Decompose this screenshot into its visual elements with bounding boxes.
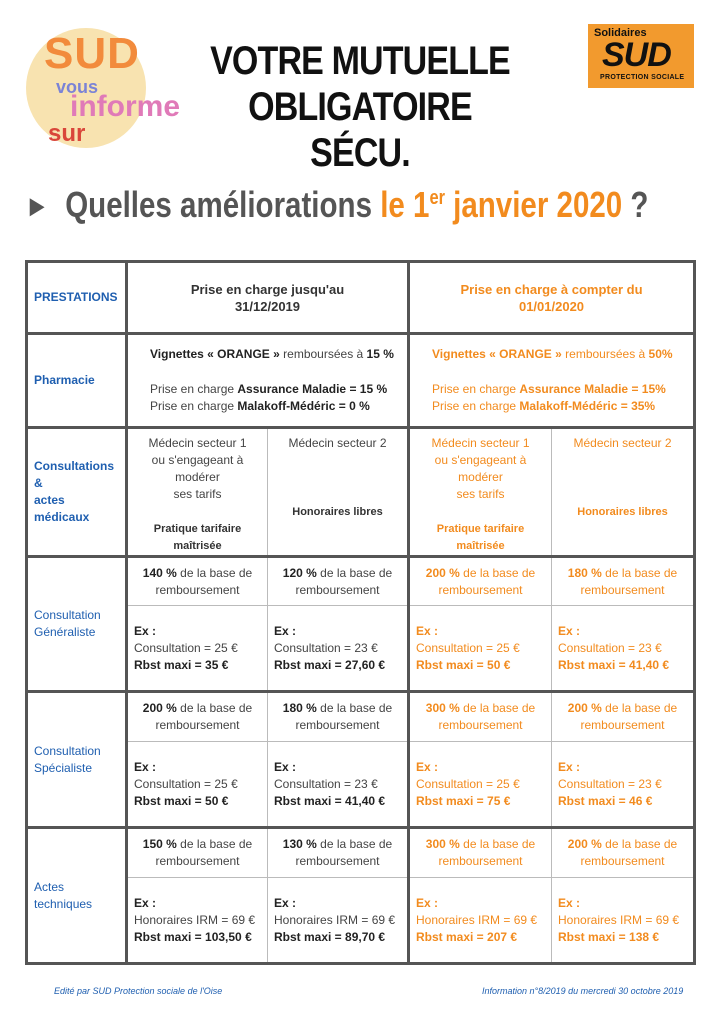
generaliste-label bbox=[27, 557, 127, 692]
pct-value: 150 % bbox=[142, 837, 177, 851]
base-suffix: de la base de bbox=[176, 565, 253, 580]
ex-label: Ex : bbox=[558, 759, 581, 774]
am-prefix: Prise en charge bbox=[432, 382, 520, 396]
base-line2: remboursement bbox=[295, 854, 380, 868]
specialiste-ex-row bbox=[27, 742, 695, 828]
base-line2: remboursement bbox=[438, 854, 523, 868]
pct-value: 200 % bbox=[567, 701, 602, 715]
pct-value: 120 % bbox=[282, 565, 317, 580]
consultations-label-line1: Consultations & bbox=[34, 459, 114, 490]
subtitle-date-b: janvier 2020 bbox=[453, 184, 623, 225]
am-prefix: Prise en charge bbox=[150, 382, 238, 396]
s1-line1: Médecin secteur 1 bbox=[148, 436, 247, 450]
base-suffix: de la base de bbox=[316, 565, 393, 580]
consult-value: Honoraires IRM = 69 € bbox=[416, 912, 538, 927]
consult-value: Honoraires IRM = 69 € bbox=[274, 912, 396, 927]
benefits-table bbox=[25, 260, 696, 965]
s1-line2: ou s'engageant à modérer bbox=[151, 453, 244, 484]
s1-line2: ou s'engageant à modérer bbox=[434, 453, 527, 484]
base-suffix: de la base de bbox=[176, 701, 253, 715]
act-ex-new-s2 bbox=[552, 878, 695, 964]
pct-value: 300 % bbox=[425, 701, 460, 715]
rbst-value: Rbst maxi = 103,50 € bbox=[134, 929, 252, 944]
pharmacie-label: Pharmacie bbox=[27, 334, 127, 428]
ex-label: Ex : bbox=[134, 895, 157, 910]
generaliste-label-line2: Généraliste bbox=[34, 625, 96, 639]
base-line2: remboursement bbox=[155, 854, 240, 868]
pharmacie-new-mm bbox=[432, 398, 687, 415]
pharmacie-row bbox=[27, 334, 695, 428]
pharmacie-old bbox=[127, 334, 409, 428]
subtitle bbox=[30, 184, 649, 226]
mm-prefix: Prise en charge bbox=[432, 399, 520, 413]
base-suffix: de la base de bbox=[316, 837, 393, 851]
pharmacie-new bbox=[409, 334, 695, 428]
logo-vous: vous bbox=[56, 77, 99, 97]
specialiste-label-line1: Consultation bbox=[34, 743, 101, 758]
s1-sub: Pratique tarifaire maîtrisée bbox=[436, 523, 525, 552]
rbst-value: Rbst maxi = 50 € bbox=[416, 657, 511, 672]
base-line2: remboursement bbox=[295, 718, 380, 732]
base-line2: remboursement bbox=[438, 582, 523, 597]
rbst-value: Rbst maxi = 89,70 € bbox=[274, 929, 386, 944]
pct-value: 200 % bbox=[425, 565, 460, 580]
ex-label: Ex : bbox=[134, 623, 157, 638]
s2-line1: Médecin secteur 2 bbox=[288, 436, 387, 450]
rbst-value: Rbst maxi = 41,40 € bbox=[274, 793, 386, 808]
old-coverage-header bbox=[127, 262, 409, 334]
logo-solidaires: Solidaires bbox=[594, 27, 647, 39]
rbst-value: Rbst maxi = 75 € bbox=[416, 793, 511, 808]
base-suffix: de la base de bbox=[601, 837, 678, 851]
subtitle-date-a: le 1 bbox=[380, 184, 430, 225]
consult-value: Consultation = 25 € bbox=[416, 640, 520, 655]
header-row bbox=[27, 262, 695, 334]
pct-value: 300 % bbox=[425, 837, 460, 851]
pct-value: 180 % bbox=[282, 701, 317, 715]
base-line2: remboursement bbox=[580, 854, 665, 868]
ex-label: Ex : bbox=[558, 623, 581, 638]
vignettes-mid: remboursées à bbox=[279, 347, 367, 361]
footer-editor: Edité par SUD Protection sociale de l'Oise bbox=[54, 986, 223, 996]
consult-value: Consultation = 25 € bbox=[416, 776, 520, 791]
ex-label: Ex : bbox=[274, 623, 297, 638]
ex-label: Ex : bbox=[416, 623, 439, 638]
consult-value: Honoraires IRM = 69 € bbox=[134, 912, 256, 927]
s2-sub: Honoraires libres bbox=[292, 506, 383, 518]
consultations-row bbox=[27, 428, 695, 557]
logo-sud-mark: SUD bbox=[602, 36, 671, 74]
spe-pct-old-s2 bbox=[268, 692, 409, 742]
am-value: Assurance Maladie = 15% bbox=[519, 382, 666, 396]
s1-line3: ses tarifs bbox=[173, 487, 222, 501]
base-suffix: de la base de bbox=[459, 837, 536, 851]
spe-ex-old-s2 bbox=[268, 742, 409, 828]
actes-pct-row bbox=[27, 828, 695, 878]
act-ex-old-s2 bbox=[268, 878, 409, 964]
rbst-value: Rbst maxi = 41,40 € bbox=[558, 657, 670, 672]
gen-ex-new-s1 bbox=[409, 606, 552, 692]
act-ex-old-s1 bbox=[127, 878, 268, 964]
ex-label: Ex : bbox=[558, 895, 581, 910]
rbst-value: Rbst maxi = 35 € bbox=[134, 657, 229, 672]
pharmacie-old-am bbox=[150, 381, 401, 398]
consultations-label-line2: actes médicaux bbox=[34, 493, 90, 524]
base-line2: remboursement bbox=[155, 718, 240, 732]
mm-value: Malakoff-Médéric = 0 % bbox=[237, 399, 370, 413]
pharmacie-old-vignettes bbox=[150, 346, 401, 363]
rbst-value: Rbst maxi = 207 € bbox=[416, 929, 518, 944]
consult-value: Consultation = 23 € bbox=[274, 640, 378, 655]
sud-informe-logo bbox=[22, 24, 181, 154]
act-pct-old-s1 bbox=[127, 828, 268, 878]
pct-value: 180 % bbox=[567, 565, 602, 580]
base-suffix: de la base de bbox=[459, 565, 536, 580]
base-line2: remboursement bbox=[438, 718, 523, 732]
vignettes-pct: 50% bbox=[648, 347, 673, 361]
pharmacie-new-am bbox=[432, 381, 687, 398]
page-title bbox=[207, 38, 513, 176]
solidaires-sud-logo bbox=[588, 24, 694, 88]
ex-label: Ex : bbox=[274, 759, 297, 774]
s2-line1: Médecin secteur 2 bbox=[573, 436, 672, 450]
generaliste-pct-row bbox=[27, 557, 695, 606]
footer-info: Information n°8/2019 du mercredi 30 octobre 2019 bbox=[482, 986, 684, 996]
am-value: Assurance Maladie = 15 % bbox=[237, 382, 388, 396]
new-header-line2: 01/01/2020 bbox=[518, 298, 585, 314]
mm-prefix: Prise en charge bbox=[150, 399, 238, 413]
actes-label: Actes techniques bbox=[27, 828, 127, 964]
pct-value: 200 % bbox=[567, 837, 602, 851]
pct-value: 130 % bbox=[282, 837, 317, 851]
pct-value: 140 % bbox=[142, 565, 177, 580]
act-pct-old-s2 bbox=[268, 828, 409, 878]
ex-label: Ex : bbox=[416, 895, 439, 910]
gen-ex-old-s1 bbox=[127, 606, 268, 692]
spe-pct-new-s2 bbox=[552, 692, 695, 742]
gen-ex-old-s2 bbox=[268, 606, 409, 692]
base-suffix: de la base de bbox=[601, 701, 678, 715]
act-ex-new-s1 bbox=[409, 878, 552, 964]
new-secteur1 bbox=[409, 428, 552, 557]
generaliste-label-line1: Consultation bbox=[34, 608, 101, 622]
s1-sub: Pratique tarifaire maîtrisée bbox=[153, 523, 242, 552]
base-line2: remboursement bbox=[580, 718, 665, 732]
act-pct-new-s1 bbox=[409, 828, 552, 878]
s1-line3: ses tarifs bbox=[456, 487, 505, 501]
play-triangle-icon: ▶ bbox=[30, 193, 44, 218]
logo-informe: informe bbox=[70, 90, 181, 123]
consultations-label bbox=[27, 428, 127, 557]
generaliste-ex-row bbox=[27, 606, 695, 692]
gen-ex-new-s2 bbox=[552, 606, 695, 692]
consult-value: Consultation = 25 € bbox=[134, 776, 238, 791]
spe-ex-new-s2 bbox=[552, 742, 695, 828]
old-secteur2 bbox=[268, 428, 409, 557]
spe-pct-new-s1 bbox=[409, 692, 552, 742]
base-suffix: de la base de bbox=[601, 565, 678, 580]
old-header-line1: Prise en charge jusqu'au bbox=[190, 281, 345, 297]
specialiste-label bbox=[27, 692, 127, 828]
rbst-value: Rbst maxi = 138 € bbox=[558, 929, 660, 944]
vignettes-pct: 15 % bbox=[366, 347, 394, 361]
act-pct-new-s2 bbox=[552, 828, 695, 878]
old-header-line2: 31/12/2019 bbox=[234, 298, 301, 314]
subtitle-suffix: ? bbox=[630, 184, 649, 225]
title-line-2: OBLIGATOIRE SÉCU. bbox=[248, 85, 472, 175]
consult-value: Consultation = 25 € bbox=[134, 640, 238, 655]
ex-label: Ex : bbox=[416, 759, 439, 774]
rbst-value: Rbst maxi = 27,60 € bbox=[274, 657, 386, 672]
base-suffix: de la base de bbox=[459, 701, 536, 715]
ex-label: Ex : bbox=[274, 895, 297, 910]
consult-value: Consultation = 23 € bbox=[558, 776, 662, 791]
specialiste-pct-row bbox=[27, 692, 695, 742]
vignettes-label: Vignettes « ORANGE » bbox=[432, 347, 562, 361]
base-line2: remboursement bbox=[155, 582, 240, 597]
subtitle-sup: er bbox=[429, 187, 445, 209]
base-line2: remboursement bbox=[580, 582, 665, 597]
spe-pct-old-s1 bbox=[127, 692, 268, 742]
gen-pct-new-s2 bbox=[552, 557, 695, 606]
gen-pct-old-s1 bbox=[127, 557, 268, 606]
subtitle-prefix: Quelles améliorations bbox=[65, 184, 372, 225]
new-coverage-header bbox=[409, 262, 695, 334]
title-line-1: VOTRE MUTUELLE bbox=[210, 39, 510, 83]
spe-ex-old-s1 bbox=[127, 742, 268, 828]
prestations-header: PRESTATIONS bbox=[27, 262, 127, 334]
new-secteur2 bbox=[552, 428, 695, 557]
new-header-line1: Prise en charge à compter du bbox=[460, 281, 643, 297]
pct-value: 200 % bbox=[142, 701, 177, 715]
logo-sud: SUD bbox=[44, 29, 140, 78]
spe-ex-new-s1 bbox=[409, 742, 552, 828]
vignettes-label: Vignettes « ORANGE » bbox=[150, 347, 280, 361]
actes-ex-row bbox=[27, 878, 695, 964]
logo-sur: sur bbox=[48, 120, 86, 147]
base-line2: remboursement bbox=[295, 582, 380, 597]
base-suffix: de la base de bbox=[316, 701, 393, 715]
rbst-value: Rbst maxi = 46 € bbox=[558, 793, 653, 808]
logo-protection-sociale: PROTECTION SOCIALE bbox=[600, 74, 685, 81]
consult-value: Consultation = 23 € bbox=[558, 640, 662, 655]
pharmacie-new-vignettes bbox=[432, 346, 687, 363]
mm-value: Malakoff-Médéric = 35% bbox=[519, 399, 656, 413]
base-suffix: de la base de bbox=[176, 837, 253, 851]
vignettes-mid: remboursées à bbox=[561, 347, 649, 361]
ex-label: Ex : bbox=[134, 759, 157, 774]
old-secteur1 bbox=[127, 428, 268, 557]
pharmacie-old-mm bbox=[150, 398, 401, 415]
specialiste-label-line2: Spécialiste bbox=[34, 760, 93, 775]
s2-sub: Honoraires libres bbox=[577, 506, 668, 518]
consult-value: Consultation = 23 € bbox=[274, 776, 378, 791]
rbst-value: Rbst maxi = 50 € bbox=[134, 793, 229, 808]
gen-pct-old-s2 bbox=[268, 557, 409, 606]
consult-value: Honoraires IRM = 69 € bbox=[558, 912, 680, 927]
s1-line1: Médecin secteur 1 bbox=[431, 436, 530, 450]
gen-pct-new-s1 bbox=[409, 557, 552, 606]
